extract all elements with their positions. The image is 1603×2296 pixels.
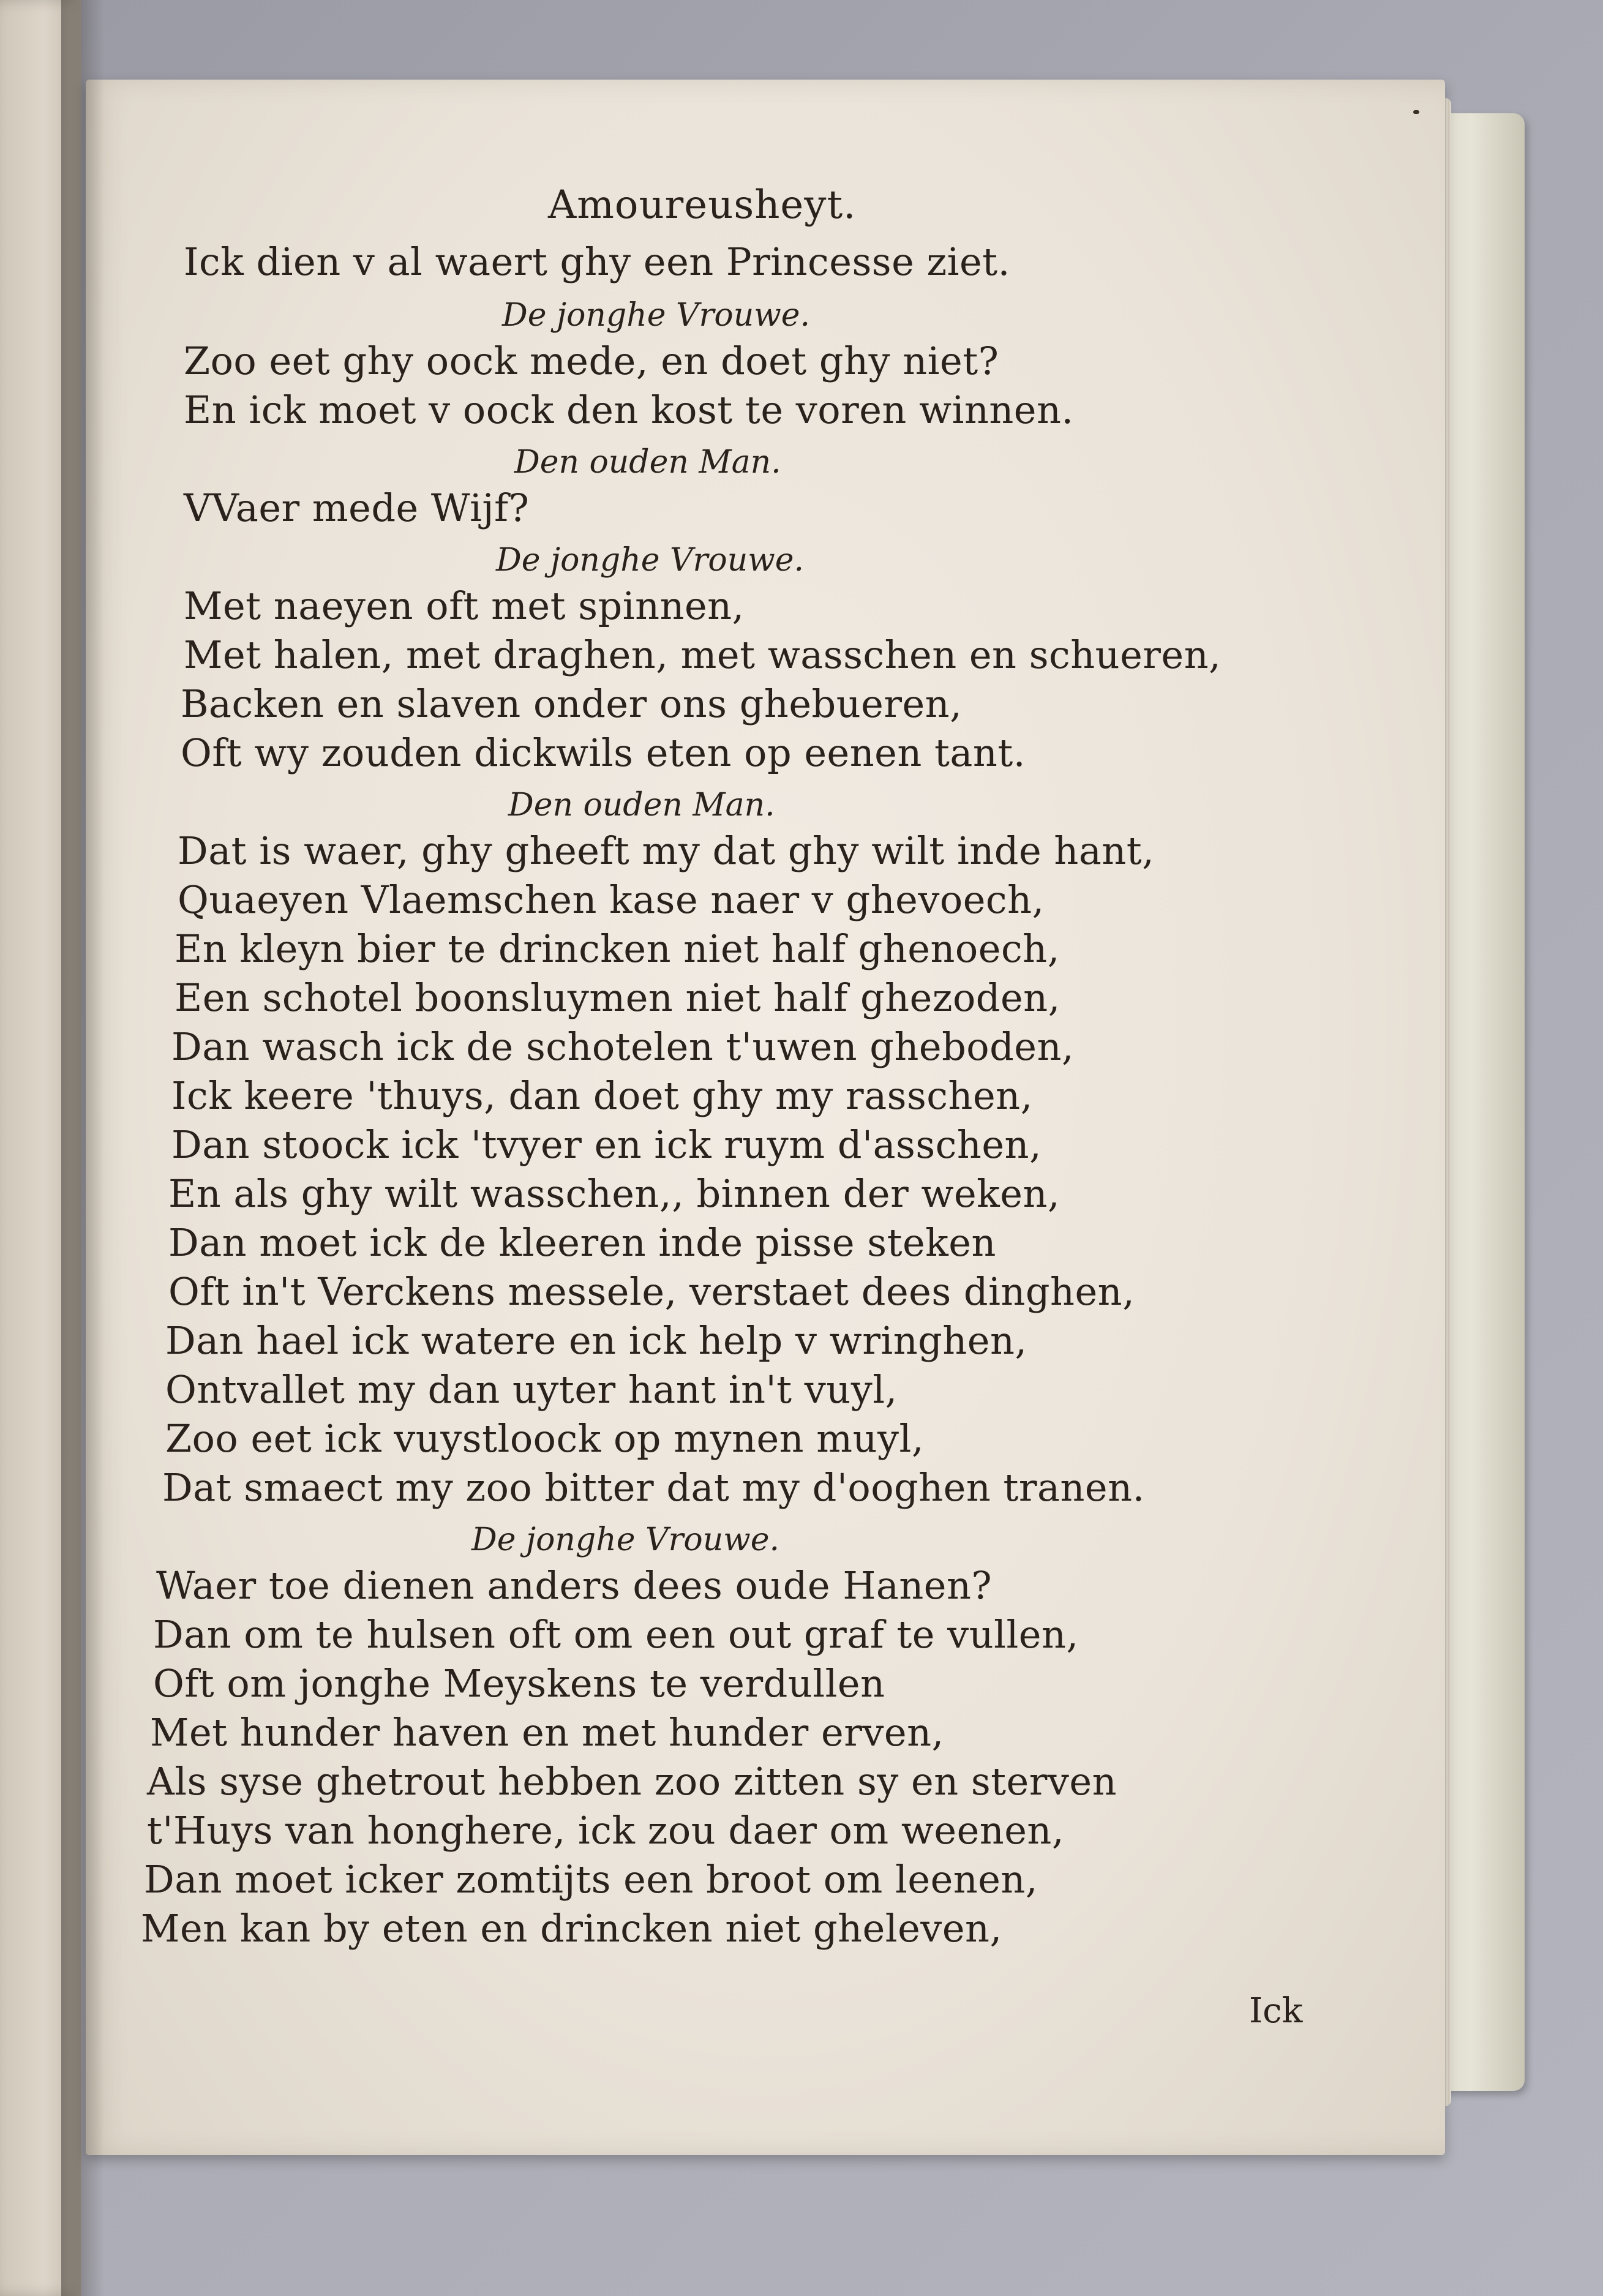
speaker-label: De jonghe Vrouwe. bbox=[496, 542, 805, 579]
verse-line: Dan moet icker zomtijts een broot om leenen, bbox=[144, 1857, 1038, 1902]
verse-line: Als syse ghetrout hebben zoo zitten sy en sterven bbox=[147, 1759, 1117, 1804]
verse-line: VVaer mede Wijf? bbox=[184, 486, 530, 530]
verse-line: Backen en slaven onder ons ghebueren, bbox=[181, 681, 963, 726]
verse-line: Waer toe dienen anders dees oude Hanen? bbox=[156, 1563, 993, 1608]
page-text bbox=[86, 80, 1445, 2155]
verse-line: Dan stoock ick 'tvyer en ick ruym d'asschen, bbox=[171, 1122, 1042, 1167]
verse-line: Quaeyen Vlaemschen kase naer v ghevoech, bbox=[178, 877, 1045, 922]
verse-line: Dat smaect my zoo bitter dat my d'ooghen tranen. bbox=[162, 1465, 1145, 1510]
verse-line: Dan hael ick watere en ick help v wringhen, bbox=[165, 1318, 1027, 1363]
verse-line: Dat is waer, ghy gheeft my dat ghy wilt inde hant, bbox=[178, 828, 1155, 873]
verse-line: Met halen, met draghen, met wasschen en schueren, bbox=[184, 632, 1222, 677]
verse-line: Ontvallet my dan uyter hant in't vuyl, bbox=[165, 1367, 898, 1412]
speaker-label: Den ouden Man. bbox=[508, 787, 775, 823]
verse-line: En kleyn bier te drincken niet half ghenoech, bbox=[175, 926, 1060, 971]
verse-line: En als ghy wilt wasschen,, binnen der weken, bbox=[168, 1171, 1061, 1216]
verse-line: Dan moet ick de kleeren inde pisse steken bbox=[168, 1220, 996, 1265]
verse-line: Oft wy zouden dickwils eten op eenen tant. bbox=[181, 730, 1026, 775]
book-page bbox=[86, 80, 1445, 2155]
verse-line: En ick moet v oock den kost te voren winnen. bbox=[184, 388, 1074, 432]
verse-line: Met hunder haven en met hunder erven, bbox=[150, 1710, 944, 1755]
verse-line: Met naeyen oft met spinnen, bbox=[184, 583, 745, 628]
speaker-label: Den ouden Man. bbox=[514, 444, 781, 481]
running-head: Amoureusheyt. bbox=[548, 182, 857, 228]
verse-line: Zoo eet ghy oock mede, en doet ghy niet? bbox=[184, 339, 999, 383]
verse-line: Men kan by eten en drincken niet gheleven, bbox=[141, 1906, 1002, 1951]
speaker-label: De jonghe Vrouwe. bbox=[471, 1521, 780, 1558]
verse-line: Zoo eet ick vuystloock op mynen muyl, bbox=[165, 1416, 925, 1461]
catchword: Ick bbox=[1249, 1991, 1303, 2031]
verse-line: Dan om te hulsen oft om een out graf te vullen, bbox=[153, 1612, 1079, 1657]
verse-line: Ick dien v al waert ghy een Princesse ziet. bbox=[184, 239, 1010, 284]
verse-line: Oft om jonghe Meyskens te verdullen bbox=[153, 1661, 885, 1706]
verse-line: Oft in't Verckens messele, verstaet dees dinghen, bbox=[168, 1269, 1135, 1314]
verse-line: Ick keere 'thuys, dan doet ghy my rasschen, bbox=[171, 1073, 1033, 1118]
spine-shadow bbox=[61, 0, 104, 2296]
verse-line: Een schotel boonsluymen niet half ghezoden, bbox=[175, 975, 1061, 1020]
verse-line: Dan wasch ick de schotelen t'uwen gheboden, bbox=[171, 1024, 1075, 1069]
speaker-label: De jonghe Vrouwe. bbox=[502, 297, 811, 334]
verse-line: t'Huys van honghere, ick zou daer om weenen, bbox=[147, 1808, 1065, 1853]
